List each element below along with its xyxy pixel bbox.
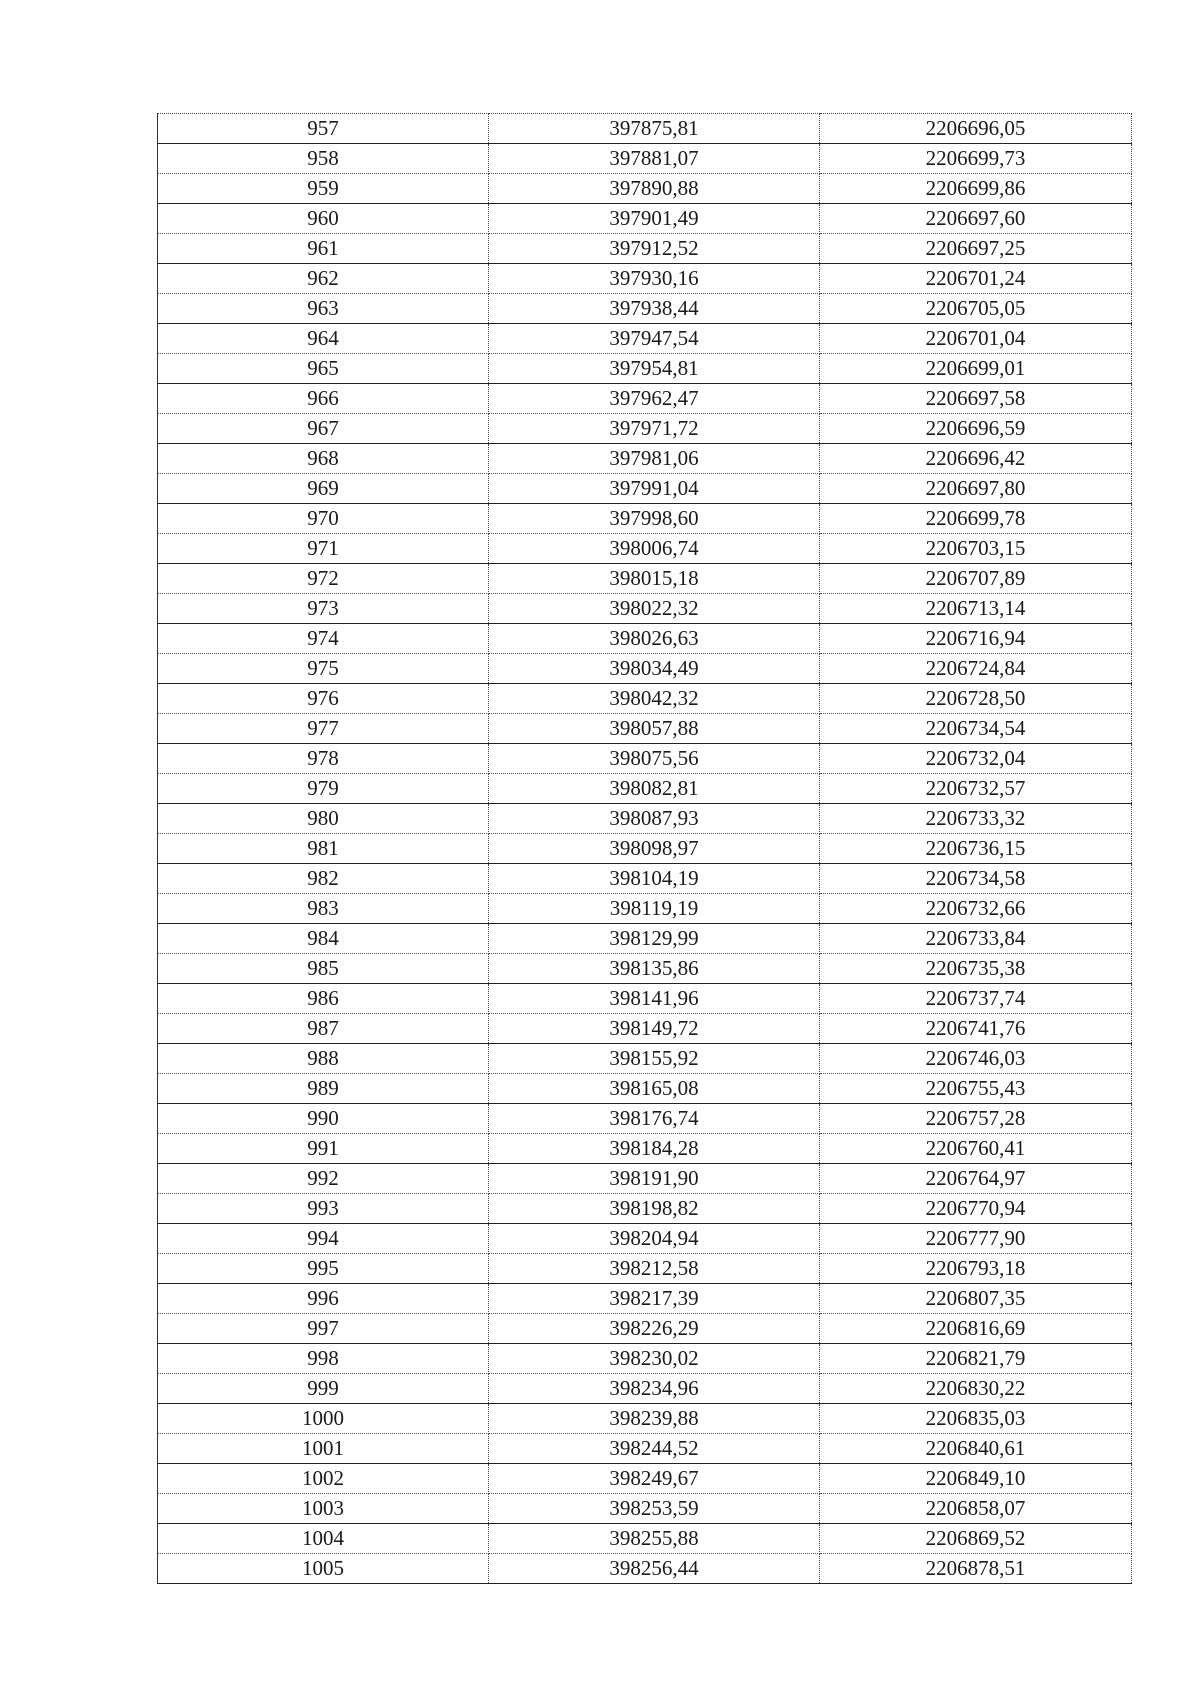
point-number-cell: 1005 <box>158 1554 489 1584</box>
table-row <box>158 1074 1132 1104</box>
x-coordinate-cell: 397912,52 <box>489 234 820 264</box>
table-row <box>158 1254 1132 1284</box>
y-coordinate-cell: 2206732,66 <box>820 894 1132 924</box>
x-coordinate-cell: 398087,93 <box>489 804 820 834</box>
x-coordinate-cell: 398244,52 <box>489 1434 820 1464</box>
y-coordinate-cell: 2206733,84 <box>820 924 1132 954</box>
x-coordinate-cell: 398239,88 <box>489 1404 820 1434</box>
table-row <box>158 774 1132 804</box>
y-coordinate-cell: 2206746,03 <box>820 1044 1132 1074</box>
point-number-cell: 1004 <box>158 1524 489 1554</box>
y-coordinate-cell: 2206696,59 <box>820 414 1132 444</box>
table-row <box>158 534 1132 564</box>
x-coordinate-cell: 398165,08 <box>489 1074 820 1104</box>
x-coordinate-cell: 398006,74 <box>489 534 820 564</box>
point-number-cell: 980 <box>158 804 489 834</box>
x-coordinate-cell: 398042,32 <box>489 684 820 714</box>
x-coordinate-cell: 398075,56 <box>489 744 820 774</box>
table-row <box>158 204 1132 234</box>
table-row <box>158 474 1132 504</box>
table-row <box>158 384 1132 414</box>
x-coordinate-cell: 398026,63 <box>489 624 820 654</box>
x-coordinate-cell: 398256,44 <box>489 1554 820 1584</box>
point-number-cell: 960 <box>158 204 489 234</box>
table-row <box>158 1044 1132 1074</box>
y-coordinate-cell: 2206701,04 <box>820 324 1132 354</box>
x-coordinate-cell: 398234,96 <box>489 1374 820 1404</box>
point-number-cell: 997 <box>158 1314 489 1344</box>
y-coordinate-cell: 2206696,05 <box>820 114 1132 144</box>
x-coordinate-cell: 398022,32 <box>489 594 820 624</box>
x-coordinate-cell: 397962,47 <box>489 384 820 414</box>
y-coordinate-cell: 2206770,94 <box>820 1194 1132 1224</box>
x-coordinate-cell: 398249,67 <box>489 1464 820 1494</box>
y-coordinate-cell: 2206764,97 <box>820 1164 1132 1194</box>
table-row <box>158 654 1132 684</box>
y-coordinate-cell: 2206760,41 <box>820 1134 1132 1164</box>
x-coordinate-cell: 398034,49 <box>489 654 820 684</box>
point-number-cell: 976 <box>158 684 489 714</box>
x-coordinate-cell: 397954,81 <box>489 354 820 384</box>
table-row <box>158 984 1132 1014</box>
table-row <box>158 324 1132 354</box>
y-coordinate-cell: 2206703,15 <box>820 534 1132 564</box>
x-coordinate-cell: 398176,74 <box>489 1104 820 1134</box>
y-coordinate-cell: 2206840,61 <box>820 1434 1132 1464</box>
table-row <box>158 1314 1132 1344</box>
table-row <box>158 624 1132 654</box>
x-coordinate-cell: 397875,81 <box>489 114 820 144</box>
point-number-cell: 982 <box>158 864 489 894</box>
table-row <box>158 1524 1132 1554</box>
y-coordinate-cell: 2206713,14 <box>820 594 1132 624</box>
point-number-cell: 967 <box>158 414 489 444</box>
y-coordinate-cell: 2206697,58 <box>820 384 1132 414</box>
table-row <box>158 864 1132 894</box>
point-number-cell: 992 <box>158 1164 489 1194</box>
point-number-cell: 989 <box>158 1074 489 1104</box>
table-row <box>158 444 1132 474</box>
x-coordinate-cell: 398149,72 <box>489 1014 820 1044</box>
table-row <box>158 924 1132 954</box>
point-number-cell: 993 <box>158 1194 489 1224</box>
y-coordinate-cell: 2206816,69 <box>820 1314 1132 1344</box>
y-coordinate-cell: 2206732,04 <box>820 744 1132 774</box>
point-number-cell: 981 <box>158 834 489 864</box>
x-coordinate-cell: 398191,90 <box>489 1164 820 1194</box>
table-row <box>158 1434 1132 1464</box>
point-number-cell: 971 <box>158 534 489 564</box>
point-number-cell: 973 <box>158 594 489 624</box>
x-coordinate-cell: 397930,16 <box>489 264 820 294</box>
x-coordinate-cell: 397981,06 <box>489 444 820 474</box>
table-row <box>158 1164 1132 1194</box>
x-coordinate-cell: 398155,92 <box>489 1044 820 1074</box>
y-coordinate-cell: 2206878,51 <box>820 1554 1132 1584</box>
point-number-cell: 985 <box>158 954 489 984</box>
x-coordinate-cell: 397901,49 <box>489 204 820 234</box>
y-coordinate-cell: 2206699,73 <box>820 144 1132 174</box>
x-coordinate-cell: 397998,60 <box>489 504 820 534</box>
point-number-cell: 969 <box>158 474 489 504</box>
point-number-cell: 983 <box>158 894 489 924</box>
y-coordinate-cell: 2206728,50 <box>820 684 1132 714</box>
table-row <box>158 744 1132 774</box>
y-coordinate-cell: 2206835,03 <box>820 1404 1132 1434</box>
coordinates-table-body <box>158 114 1132 1584</box>
y-coordinate-cell: 2206735,38 <box>820 954 1132 984</box>
x-coordinate-cell: 397971,72 <box>489 414 820 444</box>
point-number-cell: 991 <box>158 1134 489 1164</box>
table-row <box>158 1404 1132 1434</box>
x-coordinate-cell: 398212,58 <box>489 1254 820 1284</box>
x-coordinate-cell: 398082,81 <box>489 774 820 804</box>
point-number-cell: 962 <box>158 264 489 294</box>
table-row <box>158 1194 1132 1224</box>
x-coordinate-cell: 398198,82 <box>489 1194 820 1224</box>
point-number-cell: 961 <box>158 234 489 264</box>
x-coordinate-cell: 398226,29 <box>489 1314 820 1344</box>
point-number-cell: 972 <box>158 564 489 594</box>
table-row <box>158 264 1132 294</box>
y-coordinate-cell: 2206737,74 <box>820 984 1132 1014</box>
table-row <box>158 1344 1132 1374</box>
y-coordinate-cell: 2206869,52 <box>820 1524 1132 1554</box>
point-number-cell: 979 <box>158 774 489 804</box>
x-coordinate-cell: 398129,99 <box>489 924 820 954</box>
point-number-cell: 958 <box>158 144 489 174</box>
y-coordinate-cell: 2206716,94 <box>820 624 1132 654</box>
table-row <box>158 294 1132 324</box>
point-number-cell: 999 <box>158 1374 489 1404</box>
table-row <box>158 144 1132 174</box>
y-coordinate-cell: 2206741,76 <box>820 1014 1132 1044</box>
table-row <box>158 1014 1132 1044</box>
y-coordinate-cell: 2206849,10 <box>820 1464 1132 1494</box>
y-coordinate-cell: 2206830,22 <box>820 1374 1132 1404</box>
table-row <box>158 414 1132 444</box>
y-coordinate-cell: 2206701,24 <box>820 264 1132 294</box>
x-coordinate-cell: 397947,54 <box>489 324 820 354</box>
point-number-cell: 1003 <box>158 1494 489 1524</box>
point-number-cell: 968 <box>158 444 489 474</box>
y-coordinate-cell: 2206858,07 <box>820 1494 1132 1524</box>
x-coordinate-cell: 397881,07 <box>489 144 820 174</box>
x-coordinate-cell: 398230,02 <box>489 1344 820 1374</box>
point-number-cell: 966 <box>158 384 489 414</box>
x-coordinate-cell: 398119,19 <box>489 894 820 924</box>
y-coordinate-cell: 2206699,78 <box>820 504 1132 534</box>
point-number-cell: 994 <box>158 1224 489 1254</box>
table-row <box>158 1494 1132 1524</box>
y-coordinate-cell: 2206807,35 <box>820 1284 1132 1314</box>
coordinates-table <box>157 113 1132 1584</box>
y-coordinate-cell: 2206699,01 <box>820 354 1132 384</box>
point-number-cell: 957 <box>158 114 489 144</box>
x-coordinate-cell: 398057,88 <box>489 714 820 744</box>
point-number-cell: 986 <box>158 984 489 1014</box>
table-row <box>158 594 1132 624</box>
x-coordinate-cell: 397991,04 <box>489 474 820 504</box>
y-coordinate-cell: 2206697,60 <box>820 204 1132 234</box>
x-coordinate-cell: 398204,94 <box>489 1224 820 1254</box>
point-number-cell: 977 <box>158 714 489 744</box>
y-coordinate-cell: 2206757,28 <box>820 1104 1132 1134</box>
table-row <box>158 714 1132 744</box>
point-number-cell: 978 <box>158 744 489 774</box>
table-row <box>158 234 1132 264</box>
table-row <box>158 1374 1132 1404</box>
y-coordinate-cell: 2206777,90 <box>820 1224 1132 1254</box>
x-coordinate-cell: 398135,86 <box>489 954 820 984</box>
table-row <box>158 1554 1132 1584</box>
point-number-cell: 1000 <box>158 1404 489 1434</box>
table-row <box>158 954 1132 984</box>
table-row <box>158 894 1132 924</box>
y-coordinate-cell: 2206821,79 <box>820 1344 1132 1374</box>
table-row <box>158 1284 1132 1314</box>
table-row <box>158 1464 1132 1494</box>
x-coordinate-cell: 398255,88 <box>489 1524 820 1554</box>
table-row <box>158 804 1132 834</box>
x-coordinate-cell: 398184,28 <box>489 1134 820 1164</box>
y-coordinate-cell: 2206724,84 <box>820 654 1132 684</box>
y-coordinate-cell: 2206696,42 <box>820 444 1132 474</box>
x-coordinate-cell: 398253,59 <box>489 1494 820 1524</box>
table-row <box>158 504 1132 534</box>
table-row <box>158 1224 1132 1254</box>
y-coordinate-cell: 2206707,89 <box>820 564 1132 594</box>
point-number-cell: 990 <box>158 1104 489 1134</box>
point-number-cell: 998 <box>158 1344 489 1374</box>
point-number-cell: 988 <box>158 1044 489 1074</box>
point-number-cell: 1002 <box>158 1464 489 1494</box>
table-row <box>158 1104 1132 1134</box>
x-coordinate-cell: 398217,39 <box>489 1284 820 1314</box>
point-number-cell: 970 <box>158 504 489 534</box>
y-coordinate-cell: 2206697,80 <box>820 474 1132 504</box>
y-coordinate-cell: 2206705,05 <box>820 294 1132 324</box>
point-number-cell: 964 <box>158 324 489 354</box>
point-number-cell: 1001 <box>158 1434 489 1464</box>
x-coordinate-cell: 397938,44 <box>489 294 820 324</box>
x-coordinate-cell: 398098,97 <box>489 834 820 864</box>
y-coordinate-cell: 2206736,15 <box>820 834 1132 864</box>
y-coordinate-cell: 2206734,58 <box>820 864 1132 894</box>
point-number-cell: 965 <box>158 354 489 384</box>
table-row <box>158 174 1132 204</box>
x-coordinate-cell: 398015,18 <box>489 564 820 594</box>
point-number-cell: 963 <box>158 294 489 324</box>
y-coordinate-cell: 2206734,54 <box>820 714 1132 744</box>
table-row <box>158 834 1132 864</box>
point-number-cell: 984 <box>158 924 489 954</box>
x-coordinate-cell: 397890,88 <box>489 174 820 204</box>
table-row <box>158 564 1132 594</box>
table-row <box>158 354 1132 384</box>
point-number-cell: 959 <box>158 174 489 204</box>
y-coordinate-cell: 2206793,18 <box>820 1254 1132 1284</box>
y-coordinate-cell: 2206732,57 <box>820 774 1132 804</box>
x-coordinate-cell: 398141,96 <box>489 984 820 1014</box>
point-number-cell: 975 <box>158 654 489 684</box>
point-number-cell: 996 <box>158 1284 489 1314</box>
y-coordinate-cell: 2206699,86 <box>820 174 1132 204</box>
table-row <box>158 1134 1132 1164</box>
point-number-cell: 987 <box>158 1014 489 1044</box>
table-row <box>158 114 1132 144</box>
point-number-cell: 995 <box>158 1254 489 1284</box>
y-coordinate-cell: 2206755,43 <box>820 1074 1132 1104</box>
point-number-cell: 974 <box>158 624 489 654</box>
y-coordinate-cell: 2206733,32 <box>820 804 1132 834</box>
table-row <box>158 684 1132 714</box>
y-coordinate-cell: 2206697,25 <box>820 234 1132 264</box>
x-coordinate-cell: 398104,19 <box>489 864 820 894</box>
